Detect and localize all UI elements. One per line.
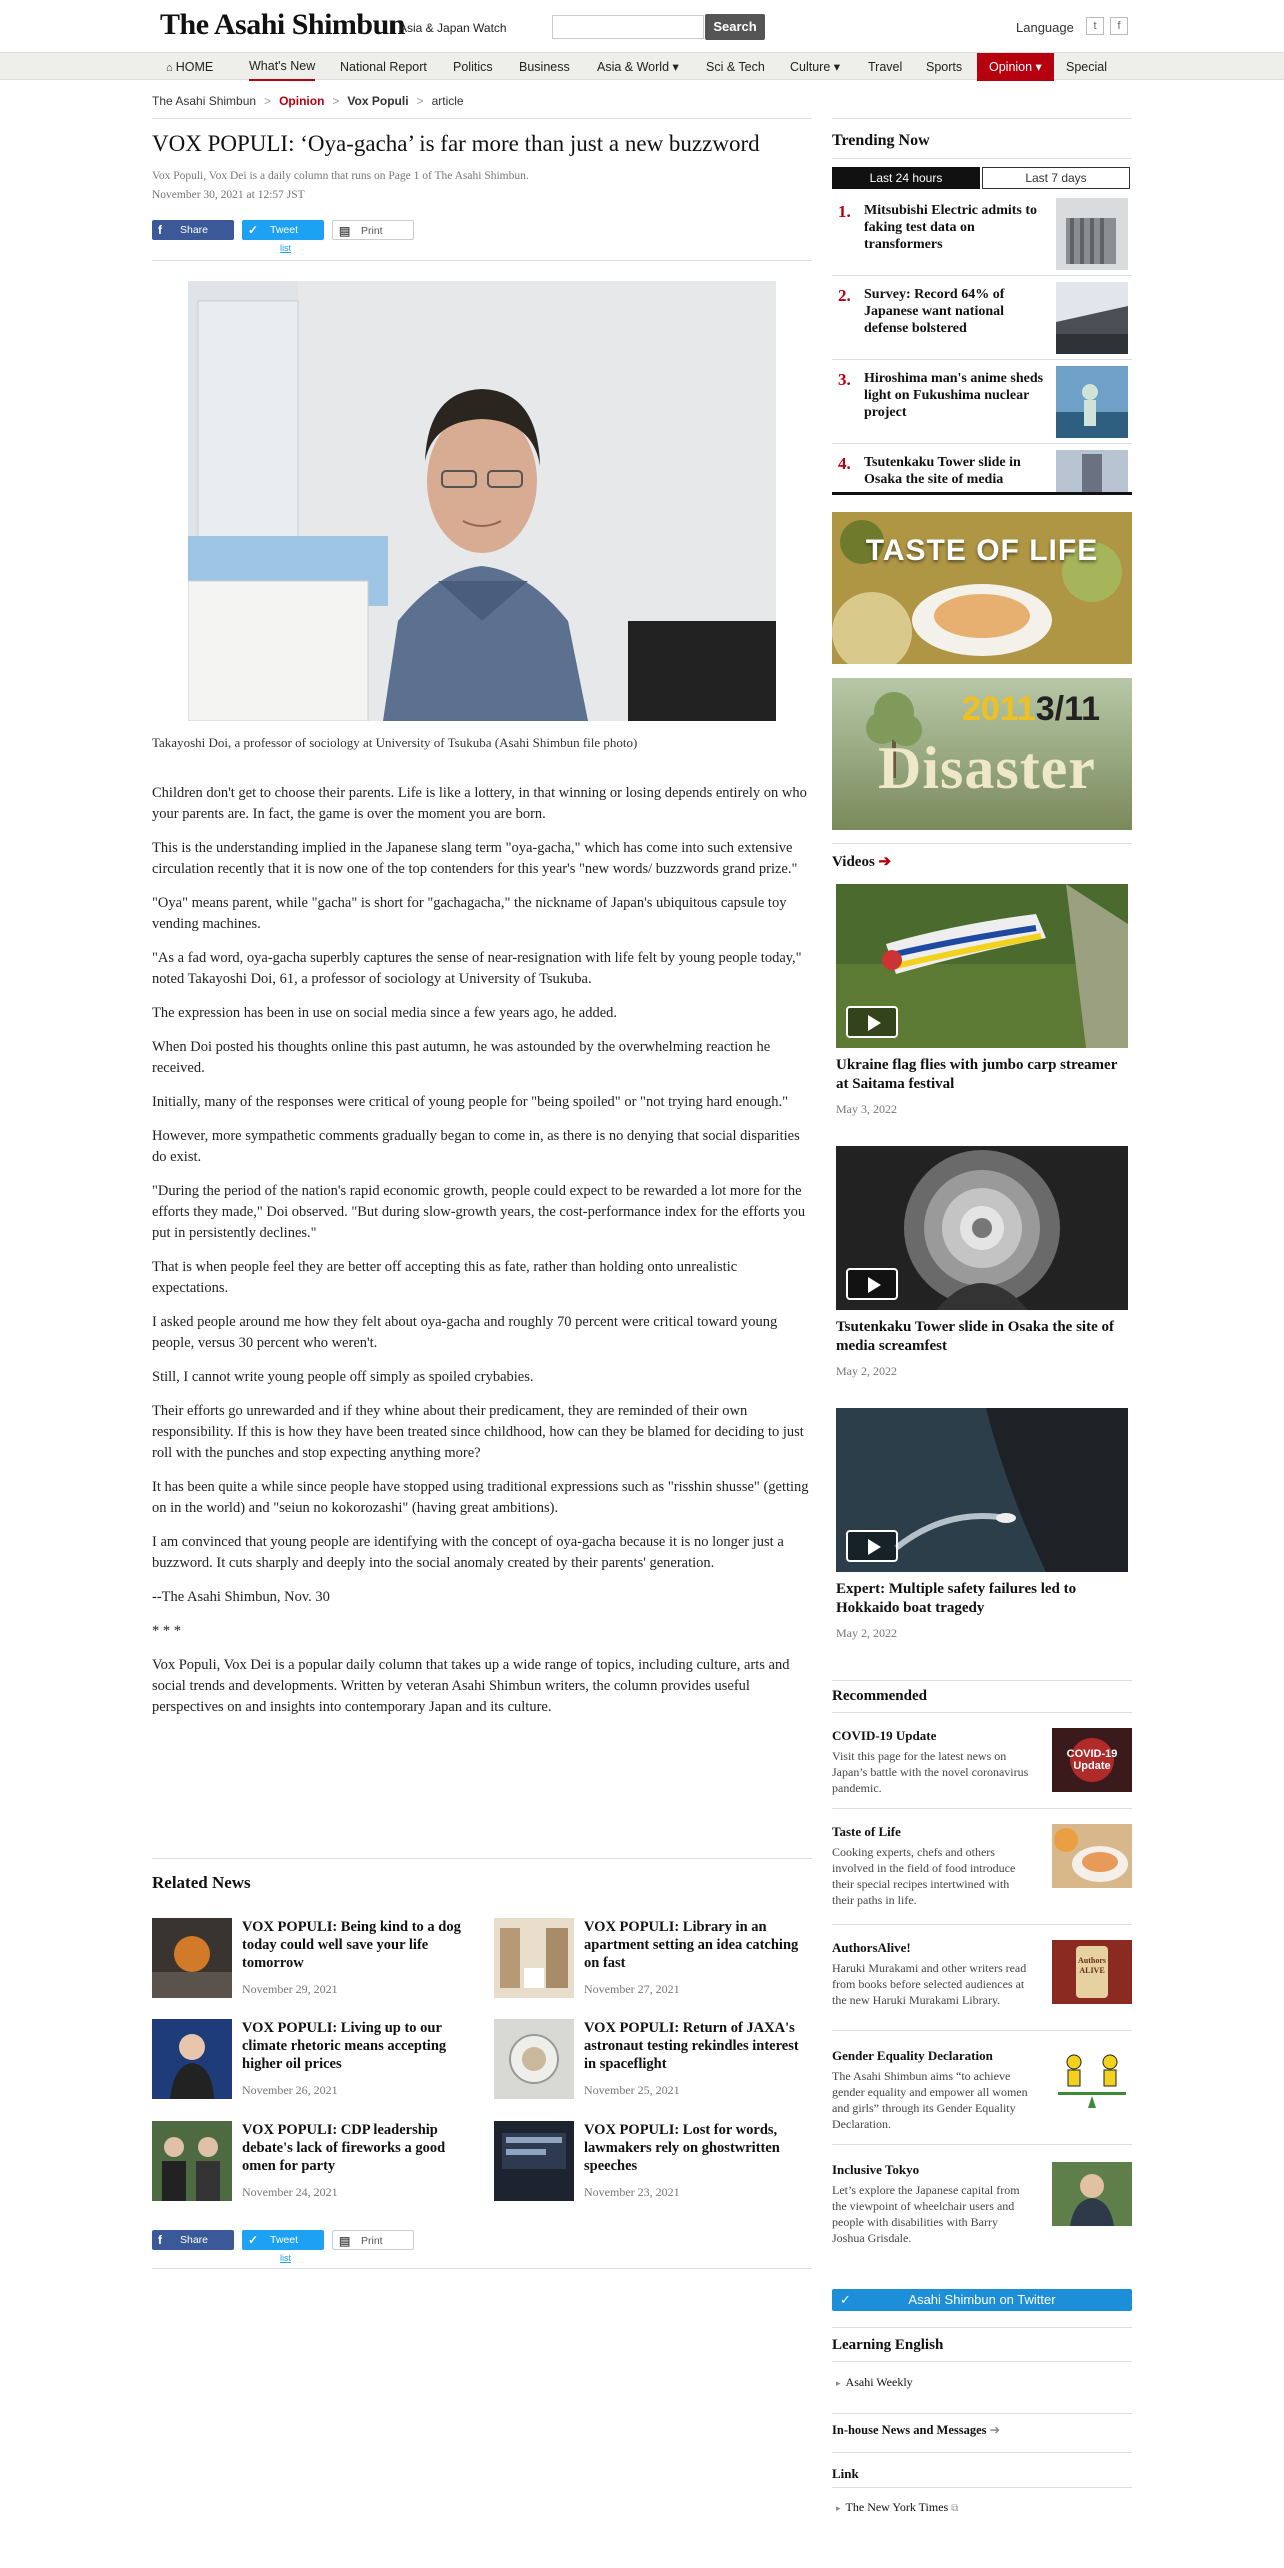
recommended-title: COVID-19 Update — [832, 1728, 937, 1743]
search-button[interactable]: Search — [705, 14, 765, 40]
disaster-banner[interactable] — [832, 678, 1132, 830]
video-title: Ukraine flag flies with jumbo carp streamer at Saitama festival — [836, 1057, 1118, 1092]
related-thumbnail — [152, 2019, 232, 2099]
video-title: Expert: Multiple safety failures led to Hokkaido boat tragedy — [836, 1581, 1077, 1616]
article-title: VOX POPULI: ‘Oya-gacha’ is far more than just a new buzzword — [152, 131, 760, 156]
divider — [832, 1808, 1132, 1809]
nav-politics[interactable]: Politics — [453, 60, 493, 74]
trending-thumbnail — [1056, 198, 1128, 270]
printer-icon: ▤ — [339, 2234, 351, 2248]
nav-special[interactable]: Special — [1066, 60, 1107, 74]
disaster-banner-year: 2011 — [962, 690, 1036, 728]
related-item[interactable] — [152, 2121, 472, 2209]
videos-heading[interactable]: Videos ➔ — [832, 854, 892, 870]
related-item[interactable] — [494, 2121, 814, 2209]
site-header — [0, 0, 1284, 52]
related-title: VOX POPULI: Return of JAXA's astronaut testing rekindles interest in spaceflight — [584, 2020, 799, 2072]
recommended-item[interactable] — [832, 2048, 1132, 2132]
article-paragraph: That is when people feel they are better off accepting this as fate, rather than holding onto unrealistic expectations. — [152, 1259, 738, 1296]
related-date: November 27, 2021 — [584, 1982, 680, 1996]
recommended-desc: Let’s explore the Japanese capital from the viewpoint of wheelchair users and people with disabilities with Barry Joshua Grisdale. — [832, 2183, 1020, 2245]
trending-item[interactable] — [832, 450, 1132, 495]
divider — [832, 1712, 1132, 1713]
article-separator: * * * — [152, 1623, 181, 1639]
related-title: VOX POPULI: Being kind to a dog today could well save your life tomorrow — [242, 1919, 461, 1971]
divider — [832, 2487, 1132, 2488]
article-paragraph: "Oya" means parent, while "gacha" is short for "gachagacha," the nickname of Japan's ubiquitous capsule toy vending machines. — [152, 895, 787, 932]
divider — [832, 2413, 1132, 2414]
language-link[interactable]: Language — [1016, 20, 1074, 35]
recommended-item[interactable] — [832, 1824, 1132, 1908]
article-photo — [188, 281, 776, 721]
disaster-banner-date: 3/11 — [1035, 690, 1101, 728]
divider — [832, 2144, 1132, 2145]
recommended-desc: Visit this page for the latest news on Japan’s battle with the novel coronavirus pandemic. — [832, 1749, 1029, 1795]
breadcrumb-opinion[interactable]: Opinion — [279, 94, 325, 108]
related-title: VOX POPULI: Lost for words, lawmakers rely on ghostwritten speeches — [584, 2122, 780, 2174]
related-date: November 26, 2021 — [242, 2083, 338, 2097]
video-thumbnail — [836, 1146, 1128, 1310]
article-body — [152, 783, 812, 1731]
recommended-item[interactable] — [832, 2162, 1132, 2246]
twitter-icon[interactable]: t — [1086, 17, 1104, 35]
inhouse-news-link[interactable]: In-house News and Messages ➔ — [832, 2423, 1001, 2437]
related-title: VOX POPULI: Library in an apartment setting an idea catching on fast — [584, 1919, 799, 1971]
trending-title: Tsutenkaku Tower slide in Osaka the site of media — [864, 455, 1021, 487]
recommended-thumbnail: COVID-19 Update — [1052, 1728, 1132, 1792]
divider — [152, 260, 812, 261]
recommended-title: Taste of Life — [832, 1824, 901, 1839]
related-title: VOX POPULI: Living up to our climate rhetoric means accepting higher oil prices — [242, 2020, 447, 2072]
recommended-thumbnail — [1052, 1824, 1132, 1888]
facebook-icon: f — [158, 223, 162, 237]
external-link-icon: ⧉ — [951, 2503, 959, 2514]
article-paragraph: It has been quite a while since people have stopped using traditional expressions such as "risshin shusse" (getting on in the world) and "seiun no kokorozashi" (having great ambitions). — [152, 1479, 809, 1516]
recommended-thumbnail: Authors ALIVE — [1052, 1940, 1132, 2004]
related-thumbnail — [152, 2121, 232, 2201]
recommended-title: AuthorsAlive! — [832, 1940, 911, 1955]
breadcrumb: The Asahi Shimbun > Opinion > Vox Populi > article — [152, 94, 464, 108]
article-paragraph: Still, I cannot write young people off simply as spoiled crybabies. — [152, 1369, 534, 1385]
site-subtitle: Asia & Japan Watch — [390, 22, 507, 34]
nav-national-report[interactable]: National Report — [340, 60, 427, 74]
learning-english-heading: Learning English — [832, 2337, 944, 2353]
article-paragraph: When Doi posted his thoughts online this past autumn, he was astounded by the overwhelming reaction he received. — [152, 1039, 771, 1076]
twitter-bird-icon: ✓ — [248, 2233, 259, 2247]
recommended-title: Inclusive Tokyo — [832, 2162, 920, 2177]
trending-item[interactable] — [832, 198, 1132, 276]
divider — [152, 1858, 812, 1859]
printer-icon: ▤ — [339, 224, 351, 238]
twitter-bird-icon: ✓ — [840, 2292, 851, 2307]
related-title: VOX POPULI: CDP leadership debate's lack of fireworks a good omen for party — [242, 2122, 446, 2174]
divider — [152, 118, 812, 119]
taste-of-life-banner-text: TASTE OF LIFE — [865, 534, 1099, 567]
recommended-desc: The Asahi Shimbun aims “to achieve gender equality and empower all women and girls” through its Gender Equality Declaration. — [832, 2069, 1028, 2131]
divider — [832, 158, 1132, 159]
related-item[interactable] — [152, 1918, 472, 2006]
nav-sci-tech[interactable]: Sci & Tech — [706, 60, 765, 74]
nav-opinion[interactable]: Opinion ▾ — [977, 53, 1054, 81]
divider — [152, 2268, 812, 2269]
play-icon[interactable] — [846, 1006, 898, 1038]
triangle-right-icon: ▸ — [836, 2503, 841, 2513]
nav-whats-new[interactable]: What's New — [249, 53, 315, 81]
nav-culture[interactable]: Culture ▾ — [790, 60, 841, 74]
breadcrumb-current: article — [431, 94, 464, 108]
video-item[interactable] — [836, 1408, 1128, 1641]
trending-thumbnail — [1056, 366, 1128, 438]
facebook-icon[interactable]: f — [1110, 17, 1128, 35]
article-paragraph: Their efforts go unrewarded and if they whine about their predicament, they are reminded of their own responsibility. If this is how they have been treated since childhood, how can they be blamed for deciding to just roll with the punches and stop expecting anything more? — [152, 1403, 804, 1461]
article-paragraph: Vox Populi, Vox Dei is a popular daily column that takes up a wide range of topics, including culture, arts and social trends and developments. Written by veteran Asahi Shimbun writers, the column provides useful perspectives on and insights into contemporary Japan and its culture. — [152, 1657, 790, 1715]
related-thumbnail — [494, 2019, 574, 2099]
video-date: May 2, 2022 — [836, 1364, 897, 1378]
video-thumbnail — [836, 884, 1128, 1048]
article-paragraph: I am convinced that young people are identifying with the concept of oya-gacha because it is no longer just a buzzword. It cuts sharply and deeply into the social anomaly created by their parents' generation. — [152, 1534, 784, 1571]
recommended-item[interactable] — [832, 1940, 1132, 2008]
video-item[interactable] — [836, 1146, 1128, 1379]
trending-thumbnail — [1056, 282, 1128, 354]
print-button-bottom[interactable]: ▤ Print — [332, 2230, 414, 2250]
article-date: November 30, 2021 at 12:57 JST — [152, 189, 305, 201]
divider — [832, 2030, 1132, 2031]
article-paragraph: Children don't get to choose their parents. Life is like a lottery, in that winning or losing depends entirely on who your parents are. In fact, the game is over the moment you are born. — [152, 785, 807, 822]
article-paragraph: This is the understanding implied in the Japanese slang term "oya-gacha," which has come into such extensive circulation recently that it is now one of the top contenders for this year's "new words/ buzzwords grand prize." — [152, 840, 798, 877]
related-date: November 23, 2021 — [584, 2185, 680, 2199]
share-button-bottom[interactable]: f Share — [152, 2230, 234, 2250]
article-paragraph: However, more sympathetic comments gradually began to come in, as there is no denying that social disparities do exist. — [152, 1128, 800, 1165]
recommended-item[interactable] — [832, 1728, 1132, 1796]
divider — [832, 2361, 1132, 2362]
nav-asia-world[interactable]: Asia & World ▾ — [597, 60, 679, 74]
article-paragraph: Initially, many of the responses were critical of young people for "being spoiled" or "not trying hard enough." — [152, 1094, 789, 1110]
recommended-desc: Cooking experts, chefs and others involved in the field of food introduce their special recipes intertwined with their paths in life. — [832, 1845, 1016, 1907]
print-button[interactable]: ▤ Print — [332, 220, 414, 240]
facebook-icon: f — [158, 2233, 162, 2247]
related-date: November 25, 2021 — [584, 2083, 680, 2097]
divider — [832, 2452, 1132, 2453]
recommended-thumbnail — [1052, 2162, 1132, 2226]
tweet-button-bottom[interactable]: ✓ Tweet — [242, 2230, 324, 2250]
trending-rank: 4. — [838, 454, 851, 473]
related-date: November 29, 2021 — [242, 1982, 338, 1996]
trending-title: Mitsubishi Electric admits to faking test data on transformers — [864, 203, 1038, 252]
search-input[interactable] — [552, 15, 704, 39]
recommended-title: Gender Equality Declaration — [832, 2048, 993, 2063]
nav-home[interactable]: ⌂ HOME — [166, 60, 214, 74]
taste-of-life-banner[interactable] — [832, 512, 1132, 664]
breadcrumb-home[interactable]: The Asahi Shimbun — [152, 94, 257, 108]
article-paragraph: "During the period of the nation's rapid economic growth, people could expect to be rewarded a lot more for the efforts they made," Doi observed. "But during slow-growth years, the cost-performance index for the efforts you put in persistently declines." — [152, 1183, 806, 1241]
trending-thumbnail — [1056, 450, 1128, 492]
divider — [832, 2327, 1132, 2328]
breadcrumb-vox-populi[interactable]: Vox Populi — [347, 94, 409, 108]
twitter-bird-icon: ✓ — [248, 223, 259, 237]
asahi-twitter-button[interactable]: ✓ Asahi Shimbun on Twitter — [832, 2289, 1132, 2311]
trending-rank: 2. — [838, 286, 851, 305]
trending-item[interactable] — [832, 282, 1132, 360]
photo-caption: Takayoshi Doi, a professor of sociology at University of Tsukuba (Asahi Shimbun file photo) — [152, 735, 638, 750]
article-paragraph: The expression has been in use on social media since a few years ago, he added. — [152, 1005, 618, 1021]
trending-rank: 1. — [838, 202, 851, 221]
home-icon: ⌂ — [166, 62, 176, 74]
tweet-button[interactable]: ✓ Tweet — [242, 220, 324, 240]
nav-business[interactable]: Business — [519, 60, 570, 74]
disaster-banner-text: Disaster — [878, 735, 1096, 801]
related-date: November 24, 2021 — [242, 2185, 338, 2199]
related-thumbnail — [494, 2121, 574, 2201]
article-signature: --The Asahi Shimbun, Nov. 30 — [152, 1589, 330, 1605]
video-date: May 3, 2022 — [836, 1102, 897, 1116]
divider — [832, 1680, 1132, 1681]
tweet-count-link[interactable]: list — [280, 243, 291, 253]
divider — [832, 1924, 1132, 1925]
tab-last-24-hours[interactable]: Last 24 hours — [832, 167, 980, 189]
article-paragraph: "As a fad word, oya-gacha superbly captures the sense of near-resignation with life felt by young people today," noted Takayoshi Doi, 61, a professor of sociology at University of Tsukuba. — [152, 950, 802, 987]
video-title: Tsutenkaku Tower slide in Osaka the site of media screamfest — [836, 1319, 1114, 1354]
divider — [832, 843, 1132, 844]
related-news-heading: Related News — [152, 1873, 251, 1892]
related-thumbnail — [494, 1918, 574, 1998]
nav-sports[interactable]: Sports — [926, 60, 963, 74]
article-paragraph: I asked people around me how they felt about oya-gacha and roughly 70 percent were critical toward young people, versus 30 percent who weren't. — [152, 1314, 778, 1351]
arrow-right-icon: ➔ — [878, 854, 892, 870]
trending-item[interactable] — [832, 366, 1132, 444]
asahi-weekly-link[interactable]: ▸ Asahi Weekly — [836, 2375, 913, 2389]
tab-last-7-days[interactable]: Last 7 days — [982, 167, 1130, 189]
new-york-times-link[interactable]: ▸ The New York Times ⧉ — [836, 2500, 959, 2514]
gender-equality-icon — [1052, 2048, 1132, 2112]
site-logo[interactable]: The Asahi Shimbun — [160, 8, 405, 41]
share-button[interactable]: f Share — [152, 220, 234, 240]
trending-title: Survey: Record 64% of Japanese want national defense bolstered — [864, 287, 1005, 336]
link-heading: Link — [832, 2466, 859, 2481]
video-item[interactable] — [836, 884, 1128, 1117]
play-icon[interactable] — [846, 1530, 898, 1562]
recommended-desc: Haruki Murakami and other writers read from books before selected audiences at the new Haruki Murakami Library. — [832, 1961, 1027, 2007]
video-date: May 2, 2022 — [836, 1626, 897, 1640]
divider — [832, 118, 1132, 119]
play-icon[interactable] — [846, 1268, 898, 1300]
main-nav — [0, 52, 1284, 80]
related-item[interactable] — [494, 1918, 814, 2006]
related-thumbnail — [152, 1918, 232, 1998]
triangle-right-icon: ▸ — [836, 2378, 841, 2388]
article-summary: Vox Populi, Vox Dei is a daily column that runs on Page 1 of The Asahi Shimbun. — [152, 170, 529, 182]
tweet-count-link[interactable]: list — [280, 2253, 291, 2263]
related-item[interactable] — [494, 2019, 814, 2107]
trending-rank: 3. — [838, 370, 851, 389]
recommended-heading: Recommended — [832, 1688, 927, 1704]
arrow-right-icon: ➔ — [989, 2423, 1001, 2437]
related-item[interactable] — [152, 2019, 472, 2107]
nav-travel[interactable]: Travel — [868, 60, 903, 74]
trending-heading: Trending Now — [832, 132, 930, 149]
video-thumbnail — [836, 1408, 1128, 1572]
trending-title: Hiroshima man's anime sheds light on Fukushima nuclear project — [864, 371, 1044, 420]
